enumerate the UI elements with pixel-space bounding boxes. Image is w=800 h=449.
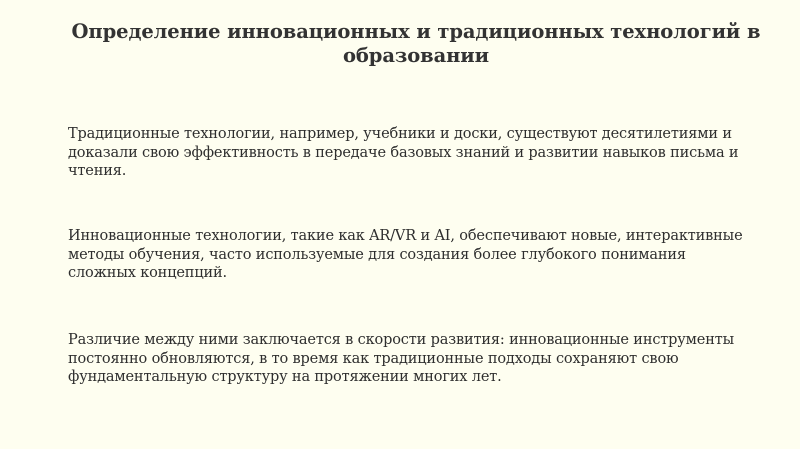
paragraph-innovative-technologies: Инновационные технологии, такие как AR/VR и AI, обеспечивают новые, интерактивные методы обучения, часто используемые для создания более глубокого понимания сложных концепций. <box>68 228 743 281</box>
slide-title: Определение инновационных и традиционных технологий в образовании <box>71 20 761 67</box>
paragraph-traditional-technologies: Традиционные технологии, например, учебники и доски, существуют десятилетиями и доказали свою эффективность в передаче базовых знаний и развитии навыков письма и чтения. <box>68 126 739 179</box>
paragraph-difference: Различие между ними заключается в скорости развития: инновационные инструменты постоянно обновляются, в то время как традиционные подходы сохраняют свою фундаментальную структуру на протяжении многих лет. <box>68 332 735 385</box>
